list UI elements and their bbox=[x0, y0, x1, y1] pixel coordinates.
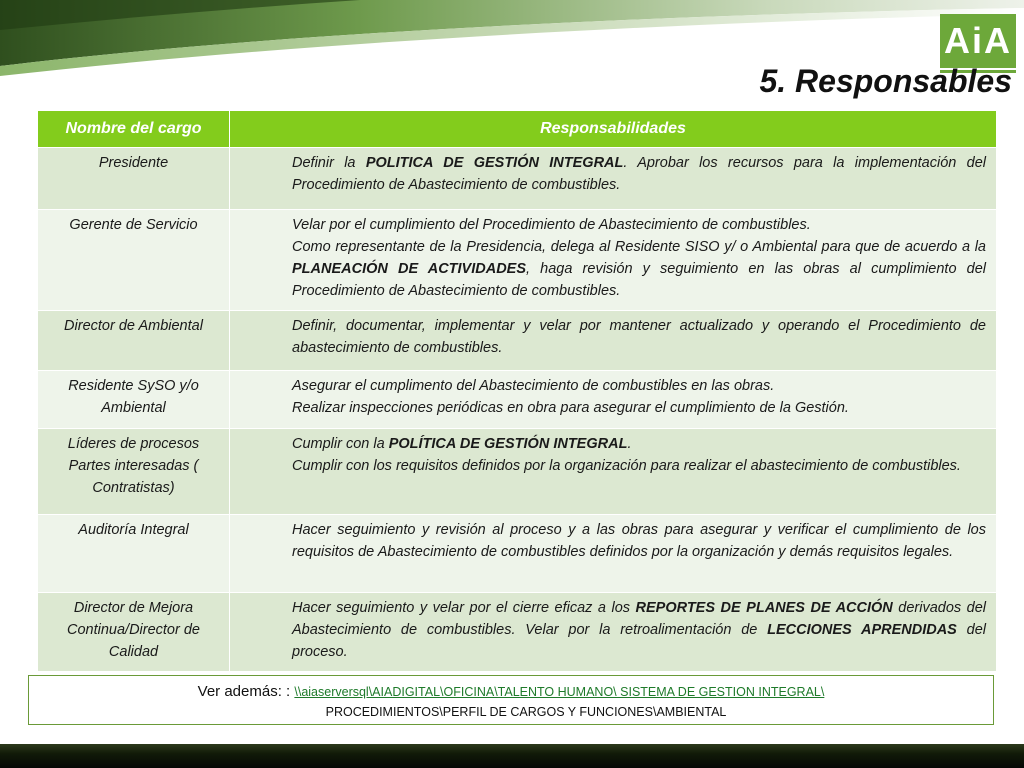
see-also-path-continuation: PROCEDIMIENTOS\PERFIL DE CARGOS Y FUNCIONES\AMBIENTAL bbox=[325, 705, 727, 719]
cargo-cell: Director de Ambiental bbox=[38, 311, 230, 371]
table-header-row bbox=[38, 111, 997, 148]
table-row bbox=[38, 311, 997, 371]
table-row bbox=[38, 371, 997, 429]
network-path-link[interactable]: \\aiaserversql\AIADIGITAL\OFICINA\TALENTO HUMANO\ SISTEMA DE GESTION INTEGRAL\ bbox=[294, 685, 825, 699]
aia-logo bbox=[940, 14, 1016, 68]
responsibility-cell: Definir, documentar, implementar y velar por mantener actualizado y operando el Procedimiento de abastecimiento de combustibles. bbox=[230, 311, 997, 371]
table-row bbox=[38, 148, 997, 210]
emphasis-text: POLÍTICA DE GESTIÓN INTEGRAL bbox=[388, 436, 628, 452]
column-header-responsabilidades: Responsabilidades bbox=[230, 111, 997, 148]
responsibility-cell: Cumplir con la POLÍTICA DE GESTIÓN INTEGRAL. Cumplir con los requisitos definidos por la organización para realizar el abastecimiento de combustibles. bbox=[230, 429, 997, 515]
cargo-cell: Presidente bbox=[38, 148, 230, 210]
cargo-cell: Residente SySO y/o Ambiental bbox=[38, 371, 230, 429]
see-also-box bbox=[28, 675, 994, 725]
table-row bbox=[38, 429, 997, 515]
footer-bar bbox=[0, 744, 1024, 768]
emphasis-text: PLANEACIÓN DE ACTIVIDADES bbox=[292, 261, 527, 277]
emphasis-text: REPORTES DE PLANES DE ACCIÓN bbox=[635, 600, 893, 616]
table-row bbox=[38, 210, 997, 311]
column-header-cargo: Nombre del cargo bbox=[38, 111, 230, 148]
slide-title: 5. Responsables bbox=[759, 63, 1012, 99]
logo-text: AiA bbox=[944, 20, 1012, 61]
cargo-cell: Líderes de procesos Partes interesadas ( Contratistas) bbox=[38, 429, 230, 515]
see-also-line bbox=[29, 683, 993, 701]
cargo-cell: Auditoría Integral bbox=[38, 515, 230, 593]
cargo-cell: Director de Mejora Continua/Director de Calidad bbox=[38, 593, 230, 672]
cargo-cell: Gerente de Servicio bbox=[38, 210, 230, 311]
see-also-prefix: Ver además: : bbox=[197, 683, 295, 700]
responsibility-cell: Hacer seguimiento y revisión al proceso y a las obras para asegurar y verificar el cumplimiento de los requisitos de Abastecimiento de combustibles definidos por la organización y demás requisitos legales. bbox=[230, 515, 997, 593]
responsibility-cell: Definir la POLITICA DE GESTIÓN INTEGRAL. Aprobar los recursos para la implementación del Procedimiento de Abastecimiento de combustibles. bbox=[230, 148, 997, 210]
responsibility-cell: Velar por el cumplimiento del Procedimiento de Abastecimiento de combustibles. Como representante de la Presidencia, delega al Residente SISO y/ o Ambiental para que de acuerdo a la PLANEACIÓN DE ACTIVIDADES, haga revisión y seguimiento en las obras al cumplimiento del Procedimiento de Abastecimiento de combustibles. bbox=[230, 210, 997, 311]
responsibility-cell: Asegurar el cumplimento del Abastecimiento de combustibles en las obras. Realizar inspecciones periódicas en obra para asegurar el cumplimiento de la Gestión. bbox=[230, 371, 997, 429]
emphasis-text: LECCIONES APRENDIDAS bbox=[767, 622, 957, 638]
table-row bbox=[38, 593, 997, 672]
table-row bbox=[38, 515, 997, 593]
emphasis-text: POLITICA DE GESTIÓN INTEGRAL bbox=[365, 155, 624, 171]
responsibilities-table bbox=[37, 110, 997, 672]
responsibility-cell: Hacer seguimiento y velar por el cierre eficaz a los REPORTES DE PLANES DE ACCIÓN derivados del Abastecimiento de combustibles. Velar por la retroalimentación de LECCIONES APRENDIDAS del proceso. bbox=[230, 593, 997, 672]
